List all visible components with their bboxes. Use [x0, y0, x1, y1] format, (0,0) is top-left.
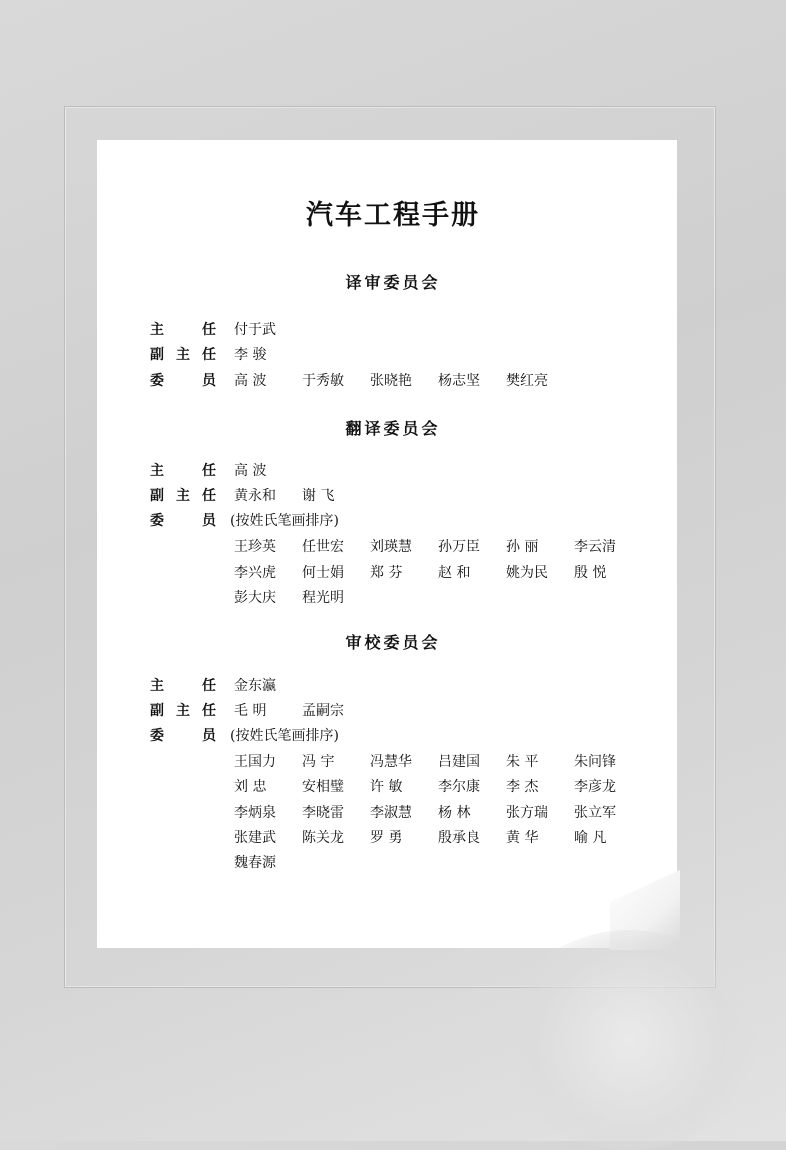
member-name: 高 波 [234, 373, 267, 389]
member-name: 李 骏 [234, 347, 267, 363]
member-name: 殷 悦 [574, 565, 607, 581]
role-label: 主 任 [150, 322, 216, 338]
role-label: 副 主 任 [150, 703, 216, 719]
member-name: 李炳泉 [234, 805, 276, 821]
member-name: 许 敏 [370, 779, 403, 795]
member-name: 朱问锋 [574, 754, 616, 770]
role-label: 副 主 任 [150, 347, 216, 363]
member-name: 樊红亮 [506, 373, 548, 389]
section-heading-translation-review: 译审委员会 [345, 273, 441, 292]
role-label: 主 任 [150, 678, 216, 694]
member-name: 李晓雷 [302, 805, 344, 821]
member-name: 赵 和 [438, 565, 471, 581]
member-name: 于秀敏 [302, 373, 344, 389]
member-name: 孙 丽 [506, 539, 539, 555]
role-label: 副 主 任 [150, 488, 216, 504]
member-name: 吕建国 [438, 754, 480, 770]
member-name: 魏春源 [234, 855, 276, 871]
member-name: 黄 华 [506, 830, 539, 846]
member-name: 刘 忠 [234, 779, 267, 795]
member-name: 程光明 [302, 590, 344, 606]
member-name: 朱 平 [506, 754, 539, 770]
sort-note: (按姓氏笔画排序) [230, 728, 339, 744]
sort-note: (按姓氏笔画排序) [230, 513, 339, 529]
member-name: 李淑慧 [370, 805, 412, 821]
member-name: 李云清 [574, 539, 616, 555]
member-name: 喻 凡 [574, 830, 607, 846]
role-label: 委 员 [150, 728, 216, 744]
member-name: 杨志坚 [438, 373, 480, 389]
watermark-stamp [500, 930, 760, 1150]
member-name: 李尔康 [438, 779, 480, 795]
member-name: 李 杰 [506, 779, 539, 795]
member-name: 孟嗣宗 [302, 703, 344, 719]
member-name: 冯 宇 [302, 754, 335, 770]
section-heading-translation: 翻译委员会 [345, 419, 441, 438]
member-name: 王国力 [234, 754, 276, 770]
member-name: 罗 勇 [370, 830, 403, 846]
member-name: 毛 明 [234, 703, 267, 719]
member-name: 李兴虎 [234, 565, 276, 581]
member-name: 杨 林 [438, 805, 471, 821]
member-name: 郑 芬 [370, 565, 403, 581]
section-heading-proofreading: 审校委员会 [345, 633, 441, 652]
member-name: 李彦龙 [574, 779, 616, 795]
member-name: 黄永和 [234, 488, 276, 504]
member-name: 陈关龙 [302, 830, 344, 846]
member-name: 谢 飞 [302, 488, 335, 504]
member-name: 张立军 [574, 805, 616, 821]
role-label: 主 任 [150, 463, 216, 479]
member-name: 孙万臣 [438, 539, 480, 555]
book-title: 汽车工程手册 [306, 200, 480, 231]
role-label: 委 员 [150, 513, 216, 529]
member-name: 何士娟 [302, 565, 344, 581]
role-label: 委 员 [150, 373, 216, 389]
member-name: 张晓艳 [370, 373, 412, 389]
member-name: 安相璧 [302, 779, 344, 795]
member-name: 张建武 [234, 830, 276, 846]
member-name: 张方瑞 [506, 805, 548, 821]
member-name: 付于武 [234, 322, 276, 338]
member-name: 彭大庆 [234, 590, 276, 606]
member-name: 王珍英 [234, 539, 276, 555]
member-name: 高 波 [234, 463, 267, 479]
member-name: 金东瀛 [234, 678, 276, 694]
member-name: 任世宏 [302, 539, 344, 555]
member-name: 殷承良 [438, 830, 480, 846]
member-name: 冯慧华 [370, 754, 412, 770]
member-name: 姚为民 [506, 565, 548, 581]
member-name: 刘瑛慧 [370, 539, 412, 555]
